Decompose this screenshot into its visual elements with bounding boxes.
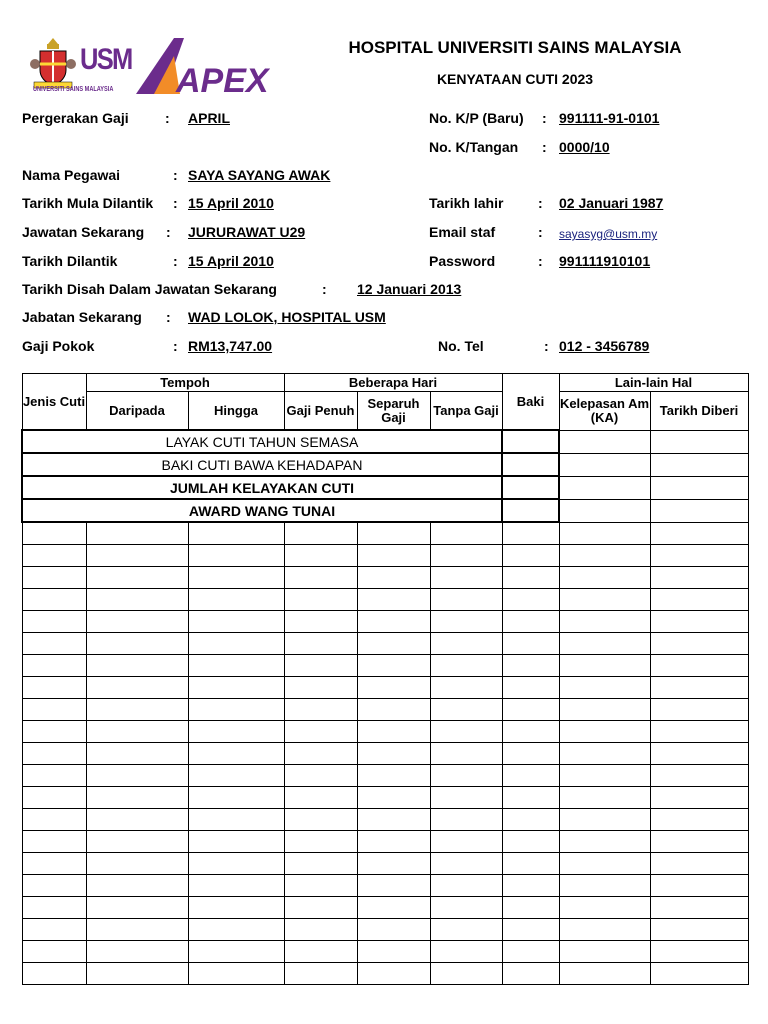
email-sep: : [538,224,543,240]
table-cell[interactable] [430,809,502,831]
table-cell[interactable] [650,522,748,545]
table-cell[interactable] [284,522,357,545]
table-cell[interactable] [430,633,502,655]
table-cell[interactable] [284,853,357,875]
table-cell[interactable] [357,787,430,809]
table-cell[interactable] [357,611,430,633]
table-cell[interactable] [650,831,748,853]
table-cell[interactable] [284,611,357,633]
tarikh-disah-sep: : [322,281,327,297]
table-cell[interactable] [22,787,86,809]
summary-row [22,476,748,499]
header-tarikh-diberi: Tarikh Diberi [650,392,748,431]
table-cell[interactable] [559,655,650,677]
table-cell[interactable] [650,963,748,985]
table-row [22,567,748,589]
table-cell[interactable] [357,522,430,545]
table-cell[interactable] [284,567,357,589]
table-cell[interactable] [357,633,430,655]
gaji-pokok-label: Gaji Pokok [22,338,95,354]
table-cell[interactable] [650,919,748,941]
summary-row [22,453,748,476]
tarikh-lahir-label: Tarikh lahir [429,195,504,211]
table-cell[interactable] [188,919,284,941]
table-cell[interactable] [559,633,650,655]
table-cell[interactable] [430,919,502,941]
table-cell[interactable] [357,941,430,963]
table-row [22,831,748,853]
table-cell[interactable] [22,919,86,941]
table-cell[interactable] [86,567,188,589]
table-cell[interactable] [502,941,559,963]
table-cell[interactable] [188,522,284,545]
jabatan-value: WAD LOLOK, HOSPITAL USM [188,309,386,325]
no-kp-sep: : [542,110,547,126]
table-cell[interactable] [650,430,748,453]
table-cell[interactable] [86,522,188,545]
header-jenis-cuti: Jenis Cuti [22,374,86,431]
table-cell[interactable] [430,721,502,743]
table-cell[interactable] [188,633,284,655]
header-tempoh: Tempoh [86,374,284,392]
table-cell[interactable] [650,941,748,963]
leave-statement-table [21,373,749,985]
table-cell[interactable] [559,809,650,831]
gaji-pokok-value: RM13,747.00 [188,338,273,354]
table-cell[interactable] [284,809,357,831]
pergerakan-gaji-label: Pergerakan Gaji [22,110,129,126]
table-cell[interactable] [86,831,188,853]
table-cell[interactable] [650,453,748,476]
table-cell[interactable] [650,875,748,897]
table-cell[interactable] [650,897,748,919]
table-cell[interactable] [559,545,650,567]
table-cell[interactable] [22,611,86,633]
summary-baki-cell[interactable] [502,499,559,522]
table-cell[interactable] [650,809,748,831]
table-cell[interactable] [559,853,650,875]
summary-baki-cell[interactable] [502,453,559,476]
table-cell[interactable] [86,765,188,787]
table-cell[interactable] [430,831,502,853]
table-cell[interactable] [650,699,748,721]
table-cell[interactable] [559,430,650,453]
table-cell[interactable] [559,567,650,589]
table-row [22,743,748,765]
table-cell[interactable] [86,545,188,567]
tarikh-mula-label: Tarikh Mula Dilantik [22,195,154,211]
table-row [22,809,748,831]
table-cell[interactable] [86,853,188,875]
table-cell[interactable] [188,853,284,875]
table-cell[interactable] [188,699,284,721]
table-cell[interactable] [502,567,559,589]
table-cell[interactable] [86,787,188,809]
table-cell[interactable] [430,941,502,963]
table-row [22,963,748,985]
no-ktangan-value: 0000/10 [559,139,610,155]
table-cell[interactable] [188,545,284,567]
table-cell[interactable] [650,633,748,655]
table-row [22,875,748,897]
email-label: Email staf [429,224,496,240]
table-cell[interactable] [430,743,502,765]
header-lain-lain-hal: Lain-lain Hal [559,374,748,392]
table-cell[interactable] [650,545,748,567]
summary-row [22,430,748,453]
table-cell[interactable] [559,522,650,545]
table-row [22,589,748,611]
table-cell[interactable] [502,897,559,919]
table-cell[interactable] [86,611,188,633]
summary-label: AWARD WANG TUNAI [22,499,502,522]
table-cell[interactable] [650,499,748,522]
table-cell[interactable] [22,831,86,853]
table-cell[interactable] [284,743,357,765]
table-cell[interactable] [22,963,86,985]
table-cell[interactable] [650,611,748,633]
table-row [22,919,748,941]
table-cell[interactable] [559,963,650,985]
tarikh-disah-value: 12 Januari 2013 [357,281,462,297]
table-cell[interactable] [284,919,357,941]
usm-logo-text: USM [80,43,132,76]
usm-logo [33,43,132,93]
table-cell[interactable] [357,655,430,677]
summary-label: LAYAK CUTI TAHUN SEMASA [22,430,502,453]
table-cell[interactable] [502,787,559,809]
table-cell[interactable] [22,522,86,545]
table-cell[interactable] [188,897,284,919]
jabatan-label: Jabatan Sekarang [22,309,142,325]
table-cell[interactable] [22,897,86,919]
table-cell[interactable] [357,809,430,831]
table-cell[interactable] [650,765,748,787]
table-cell[interactable] [22,721,86,743]
table-cell[interactable] [22,545,86,567]
pergerakan-gaji-sep: : [165,110,170,126]
table-cell[interactable] [22,853,86,875]
table-cell[interactable] [188,611,284,633]
table-cell[interactable] [502,699,559,721]
table-cell[interactable] [357,743,430,765]
no-ktangan-label: No. K/Tangan [429,139,519,155]
header-tanpa-gaji: Tanpa Gaji [430,392,502,431]
table-cell[interactable] [86,589,188,611]
table-cell[interactable] [357,875,430,897]
no-ktangan-sep: : [542,139,547,155]
apex-logo [134,36,270,96]
table-cell[interactable] [86,655,188,677]
tarikh-lahir-sep: : [538,195,543,211]
table-cell[interactable] [559,677,650,699]
table-cell[interactable] [22,677,86,699]
apex-logo-text: APEX [176,62,269,96]
table-cell[interactable] [86,963,188,985]
table-cell[interactable] [22,809,86,831]
gaji-pokok-sep: : [173,338,178,354]
table-cell[interactable] [502,677,559,699]
table-cell[interactable] [430,765,502,787]
summary-label: BAKI CUTI BAWA KEHADAPAN [22,453,502,476]
table-cell[interactable] [502,522,559,545]
table-cell[interactable] [188,655,284,677]
email-link[interactable]: sayasyg@usm.my [559,227,658,241]
table-cell[interactable] [430,677,502,699]
table-cell[interactable] [188,963,284,985]
table-cell[interactable] [502,633,559,655]
table-cell[interactable] [502,655,559,677]
table-cell[interactable] [650,677,748,699]
table-cell[interactable] [559,611,650,633]
table-cell[interactable] [22,699,86,721]
table-cell[interactable] [284,655,357,677]
table-cell[interactable] [357,677,430,699]
tarikh-lahir-value: 02 Januari 1987 [559,195,664,211]
table-cell[interactable] [357,545,430,567]
table-cell[interactable] [650,589,748,611]
table-cell[interactable] [22,743,86,765]
table-cell[interactable] [559,941,650,963]
summary-baki-cell[interactable] [502,476,559,499]
header-hingga: Hingga [188,392,284,431]
table-cell[interactable] [22,633,86,655]
table-cell[interactable] [22,655,86,677]
no-tel-sep: : [544,338,549,354]
summary-label: JUMLAH KELAYAKAN CUTI [22,476,502,499]
table-cell[interactable] [430,522,502,545]
nama-pegawai-sep: : [173,167,178,183]
table-cell[interactable] [284,765,357,787]
tarikh-dilantik-value: 15 April 2010 [188,253,274,269]
tarikh-disah-label: Tarikh Disah Dalam Jawatan Sekarang [22,281,277,297]
table-row [22,655,748,677]
password-sep: : [538,253,543,269]
table-row [22,721,748,743]
table-cell[interactable] [430,787,502,809]
table-cell[interactable] [188,677,284,699]
table-row [22,699,748,721]
table-cell[interactable] [502,853,559,875]
table-cell[interactable] [284,941,357,963]
header-separuh-gaji: Separuh Gaji [357,392,430,431]
table-cell[interactable] [284,633,357,655]
table-cell[interactable] [284,721,357,743]
table-cell[interactable] [650,743,748,765]
table-cell[interactable] [357,831,430,853]
table-cell[interactable] [22,567,86,589]
table-cell[interactable] [86,633,188,655]
table-cell[interactable] [86,875,188,897]
header-gaji-penuh: Gaji Penuh [284,392,357,431]
table-cell[interactable] [502,721,559,743]
table-cell[interactable] [559,765,650,787]
usm-logo-subtext: UNIVERSITI SAINS MALAYSIA [33,86,114,93]
table-cell[interactable] [559,787,650,809]
table-cell[interactable] [284,963,357,985]
summary-row [22,499,748,522]
jawatan-label: Jawatan Sekarang [22,224,145,240]
table-cell[interactable] [559,699,650,721]
table-cell[interactable] [357,567,430,589]
nama-pegawai-value: SAYA SAYANG AWAK [188,167,331,183]
table-cell[interactable] [357,919,430,941]
table-cell[interactable] [284,545,357,567]
table-cell[interactable] [430,545,502,567]
table-row [22,522,748,545]
password-value: 991111910101 [559,253,651,269]
table-cell[interactable] [430,853,502,875]
table-cell[interactable] [650,567,748,589]
header-baki: Baki [502,374,559,431]
pergerakan-gaji-value: APRIL [188,110,230,126]
table-cell[interactable] [502,545,559,567]
table-cell[interactable] [502,765,559,787]
table-cell[interactable] [650,787,748,809]
table-cell[interactable] [357,853,430,875]
table-cell[interactable] [502,743,559,765]
table-cell[interactable] [559,875,650,897]
table-cell[interactable] [86,743,188,765]
table-cell[interactable] [188,787,284,809]
table-cell[interactable] [284,831,357,853]
tarikh-dilantik-label: Tarikh Dilantik [22,253,118,269]
password-label: Password [429,253,496,269]
table-cell[interactable] [430,611,502,633]
table-row [22,633,748,655]
table-cell[interactable] [188,743,284,765]
table-cell[interactable] [188,567,284,589]
summary-baki-cell[interactable] [502,430,559,453]
table-cell[interactable] [284,589,357,611]
table-cell[interactable] [430,655,502,677]
table-cell[interactable] [430,699,502,721]
no-tel-value: 012 - 3456789 [559,338,650,354]
state-crest-logo [30,36,76,90]
table-cell[interactable] [357,897,430,919]
table-cell[interactable] [650,655,748,677]
table-cell[interactable] [86,897,188,919]
table-cell[interactable] [357,963,430,985]
hospital-name: HOSPITAL UNIVERSITI SAINS MALAYSIA [348,38,682,57]
table-cell[interactable] [86,699,188,721]
table-cell[interactable] [284,677,357,699]
table-cell[interactable] [430,963,502,985]
table-cell[interactable] [430,875,502,897]
table-cell[interactable] [559,919,650,941]
table-cell[interactable] [430,567,502,589]
tarikh-dilantik-sep: : [173,253,178,269]
table-row [22,611,748,633]
table-cell[interactable] [188,589,284,611]
table-cell[interactable] [22,875,86,897]
no-tel-label: No. Tel [438,338,484,354]
table-cell[interactable] [22,589,86,611]
table-cell[interactable] [188,831,284,853]
document-title: KENYATAAN CUTI 2023 [436,71,594,87]
table-cell[interactable] [650,853,748,875]
table-cell[interactable] [86,941,188,963]
table-cell[interactable] [86,677,188,699]
table-row [22,677,748,699]
table-cell[interactable] [559,476,650,499]
header-daripada: Daripada [86,392,188,431]
table-cell[interactable] [188,765,284,787]
table-cell[interactable] [502,875,559,897]
table-cell[interactable] [559,897,650,919]
table-cell[interactable] [86,721,188,743]
table-cell[interactable] [559,589,650,611]
table-cell[interactable] [502,809,559,831]
tarikh-mula-sep: : [173,195,178,211]
table-row [22,787,748,809]
table-cell[interactable] [357,589,430,611]
table-row [22,941,748,963]
table-cell[interactable] [502,611,559,633]
table-cell[interactable] [22,765,86,787]
table-row [22,765,748,787]
table-row [22,545,748,567]
no-kp-label: No. K/P (Baru) [429,110,524,126]
table-cell[interactable] [86,809,188,831]
no-kp-value: 991111-91-0101 [559,110,660,126]
table-cell[interactable] [357,699,430,721]
table-cell[interactable] [22,941,86,963]
table-cell[interactable] [559,499,650,522]
table-cell[interactable] [502,963,559,985]
table-cell[interactable] [284,875,357,897]
table-cell[interactable] [284,699,357,721]
jabatan-sep: : [166,309,171,325]
table-cell[interactable] [357,721,430,743]
nama-pegawai-label: Nama Pegawai [22,167,121,183]
table-cell[interactable] [284,787,357,809]
table-cell[interactable] [188,941,284,963]
table-cell[interactable] [357,765,430,787]
header-kelepasan-am: Kelepasan Am (KA) [559,392,650,431]
table-cell[interactable] [284,897,357,919]
jawatan-sep: : [166,224,171,240]
tarikh-mula-value: 15 April 2010 [188,195,274,211]
table-row [22,897,748,919]
table-cell[interactable] [430,589,502,611]
table-cell[interactable] [650,476,748,499]
table-cell[interactable] [650,721,748,743]
table-row [22,853,748,875]
jawatan-value: JURURAWAT U29 [188,224,306,240]
table-cell[interactable] [559,721,650,743]
table-cell[interactable] [502,589,559,611]
table-cell[interactable] [430,897,502,919]
table-cell[interactable] [86,919,188,941]
table-cell[interactable] [502,831,559,853]
table-cell[interactable] [559,453,650,476]
table-cell[interactable] [188,721,284,743]
header-beberapa-hari: Beberapa Hari [284,374,502,392]
table-cell[interactable] [502,919,559,941]
table-cell[interactable] [188,809,284,831]
table-cell[interactable] [559,831,650,853]
table-cell[interactable] [559,743,650,765]
table-cell[interactable] [188,875,284,897]
